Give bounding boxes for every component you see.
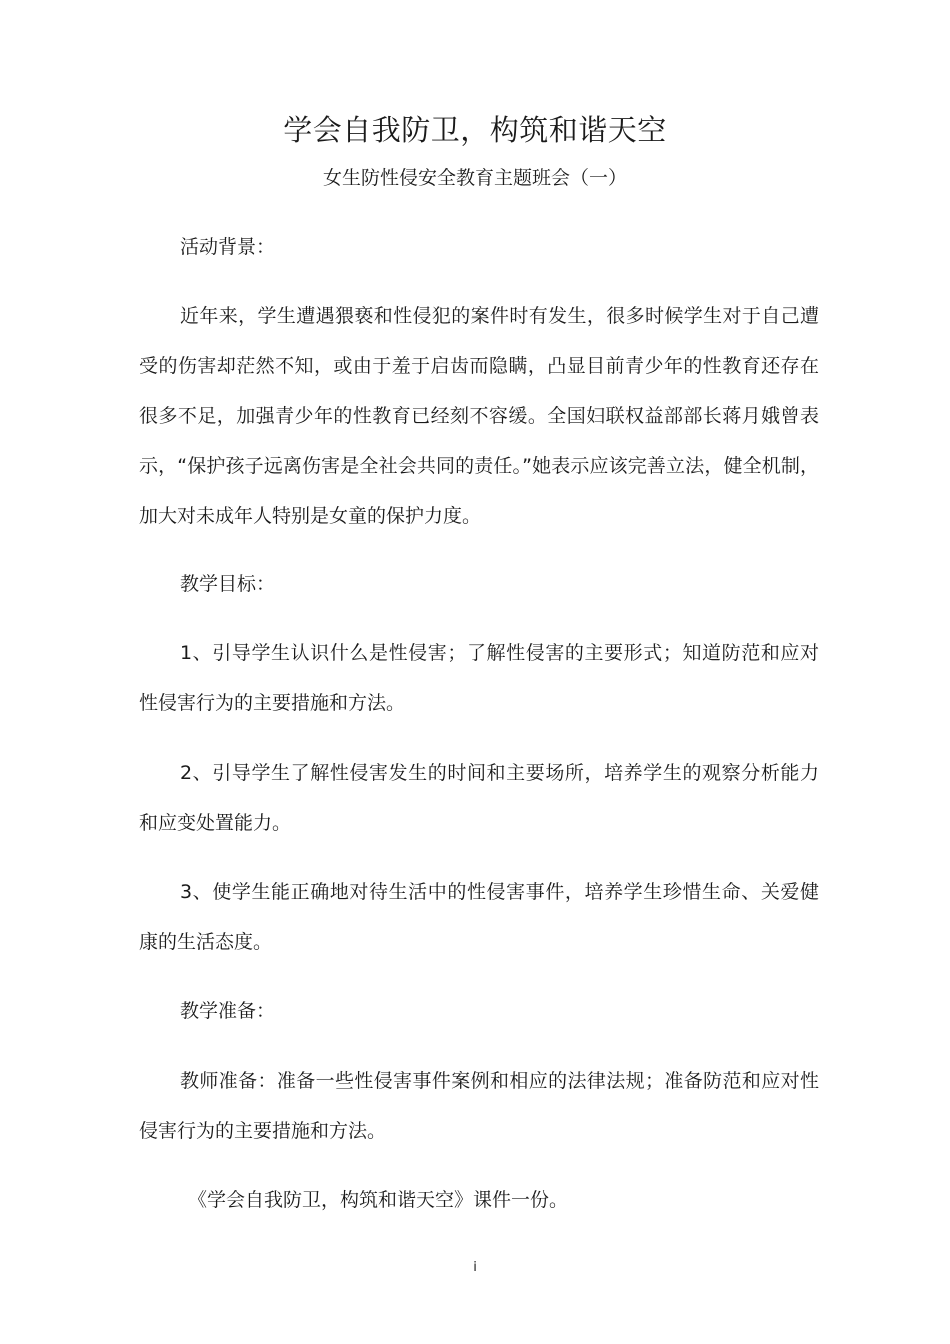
teacher-prep-paragraph: 教师准备：准备一些性侵害事件案例和相应的法律法规；准备防范和应对性侵害行为的主要措施和方法。 (139, 1070, 819, 1142)
goal-item-3: 3、使学生能正确地对待生活中的性侵害事件，培养学生珍惜生命、关爱健康的生活态度。 (139, 881, 819, 953)
document-subtitle: 女生防性侵安全教育主题班会（一） (322, 167, 627, 189)
background-heading: 活动背景： (180, 236, 276, 258)
goals-heading: 教学目标： (180, 573, 276, 595)
goal-item-2: 2、引导学生了解性侵害发生的时间和主要场所，培养学生的观察分析能力和应变处置能力。 (139, 762, 819, 834)
goal-item-1: 1、引导学生认识什么是性侵害；了解性侵害的主要形式；知道防范和应对性侵害行为的主要措施和方法。 (139, 642, 819, 714)
prep-heading: 教学准备： (180, 1000, 276, 1022)
background-paragraph: 近年来，学生遭遇猥亵和性侵犯的案件时有发生，很多时候学生对于自己遭受的伤害却茫然不知，或由于羞于启齿而隐瞒，凸显目前青少年的性教育还存在很多不足，加强青少年的性教育已经刻不容缓。全国妇联权益部部长蒋月娥曾表示，“保护孩子远离伤害是全社会共同的责任。”她表示应该完善立法，健全机制，加大对未成年人特别是女童的保护力度。 (139, 305, 819, 527)
document-title: 学会自我防卫，构筑和谐天空 (283, 113, 667, 147)
courseware-line: 《学会自我防卫，构筑和谐天空》课件一份。 (188, 1189, 569, 1211)
page-number: i (473, 1260, 477, 1275)
